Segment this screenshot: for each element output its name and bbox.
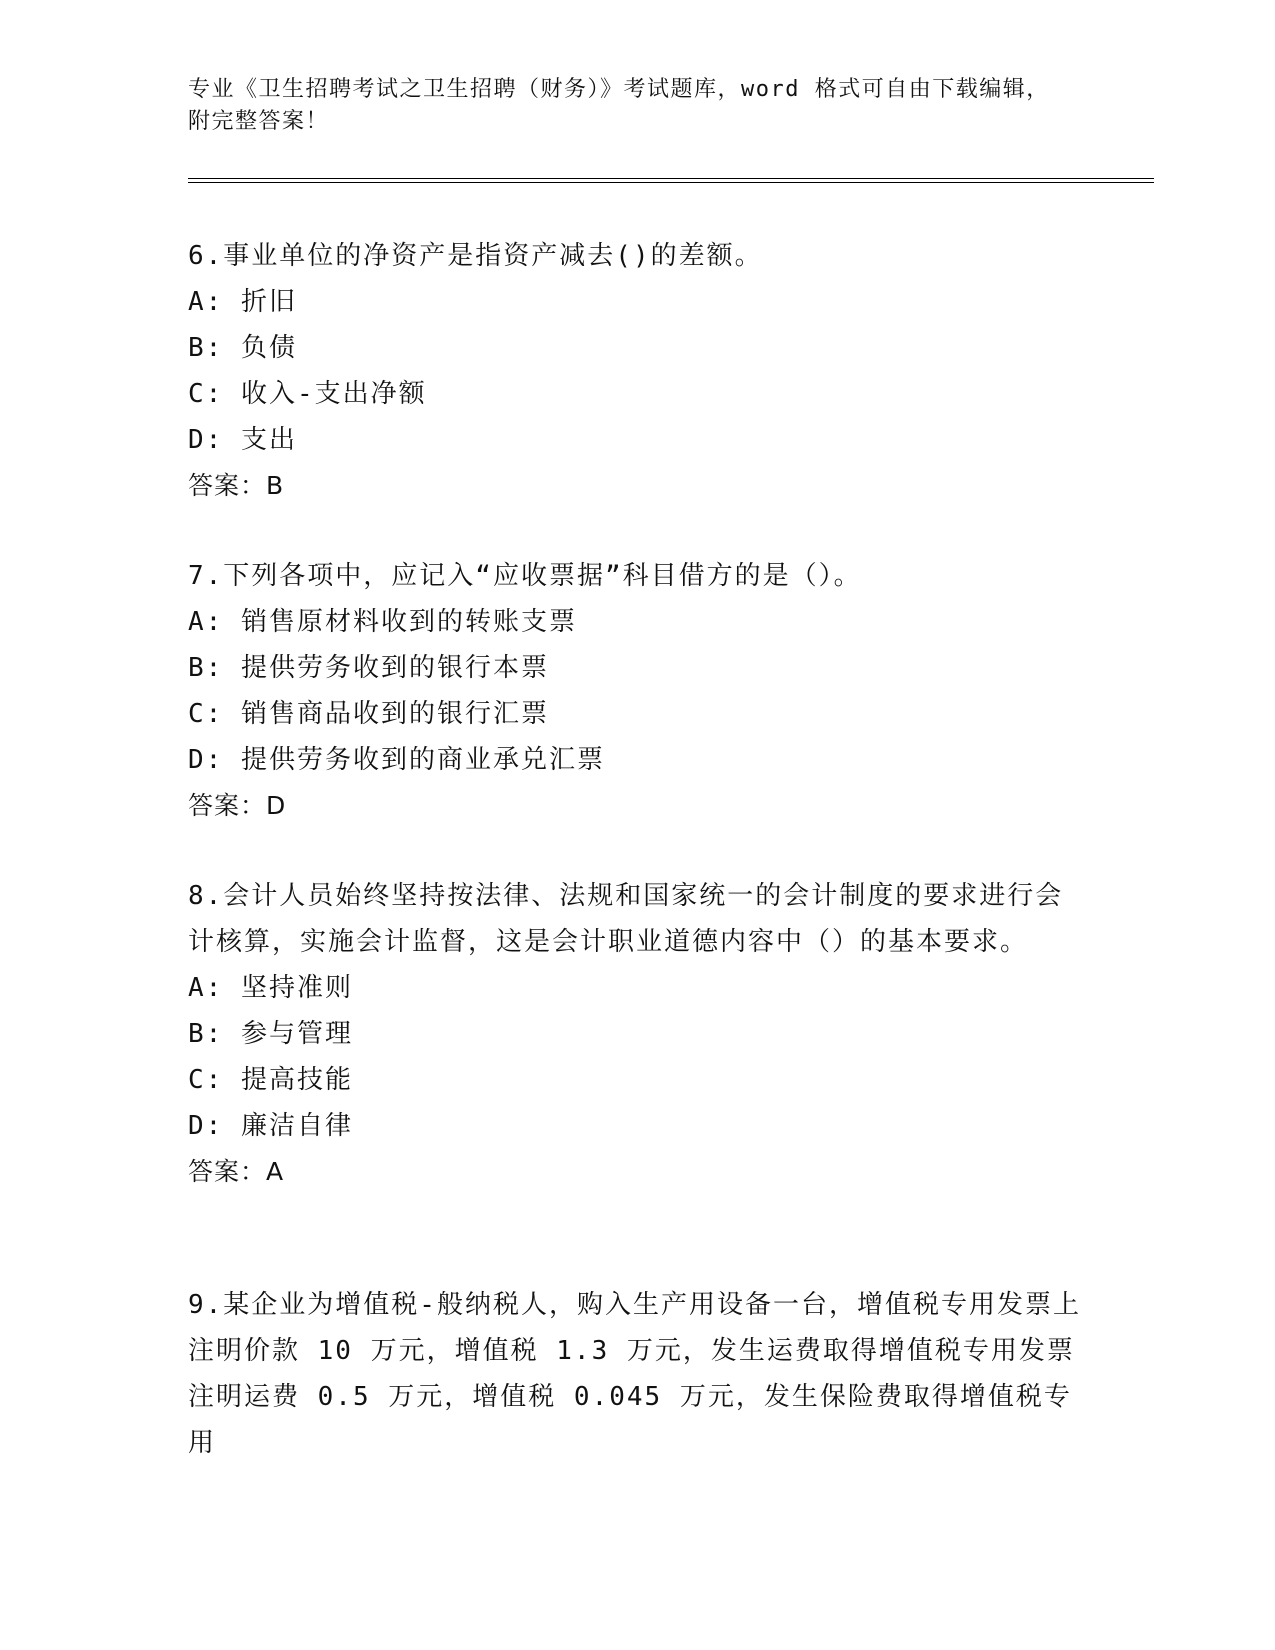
question-9: [188, 1282, 1088, 1466]
option-d: D: 支出: [188, 425, 297, 455]
option-b: B: 参与管理: [188, 1019, 353, 1049]
document-header: 专业《卫生招聘考试之卫生招聘（财务）》考试题库，word 格式可自由下载编辑，附完整答案！: [188, 77, 1050, 134]
question-6: [188, 233, 1088, 509]
option-b: B: 负债: [188, 333, 297, 363]
option-c: C: 提高技能: [188, 1065, 353, 1095]
question-stem: 6.事业单位的净资产是指资产减去()的差额。: [188, 241, 763, 271]
answer: 答案：A: [188, 1157, 285, 1186]
answer: 答案：B: [188, 471, 285, 500]
option-a: A: 坚持准则: [188, 973, 353, 1003]
option-a: A: 折旧: [188, 287, 297, 317]
question-7: [188, 553, 1088, 829]
option-c: C: 收入-支出净额: [188, 379, 427, 409]
question-stem: 8.会计人员始终坚持按法律、法规和国家统一的会计制度的要求进行会计核算，实施会计监督，这是会计职业道德内容中（）的基本要求。: [188, 881, 1064, 957]
answer: 答案：D: [188, 791, 287, 820]
option-d: D: 廉洁自律: [188, 1111, 353, 1141]
question-stem: 7.下列各项中，应记入“应收票据”科目借方的是（）。: [188, 561, 862, 591]
header-divider: [188, 178, 1154, 179]
option-d: D: 提供劳务收到的商业承兑汇票: [188, 745, 605, 775]
question-stem: 9.某企业为增值税-般纳税人，购入生产用设备一台，增值税专用发票上注明价款 10 万元，增值税 1.3 万元，发生运费取得增值税专用发票注明运费 0.5 万元，增值税 0.045 万元，发生保险费取得增值税专用: [188, 1290, 1081, 1458]
header-divider: [188, 182, 1154, 183]
option-a: A: 销售原材料收到的转账支票: [188, 607, 577, 637]
option-c: C: 销售商品收到的银行汇票: [188, 699, 549, 729]
option-b: B: 提供劳务收到的银行本票: [188, 653, 549, 683]
question-8: [188, 873, 1088, 1195]
